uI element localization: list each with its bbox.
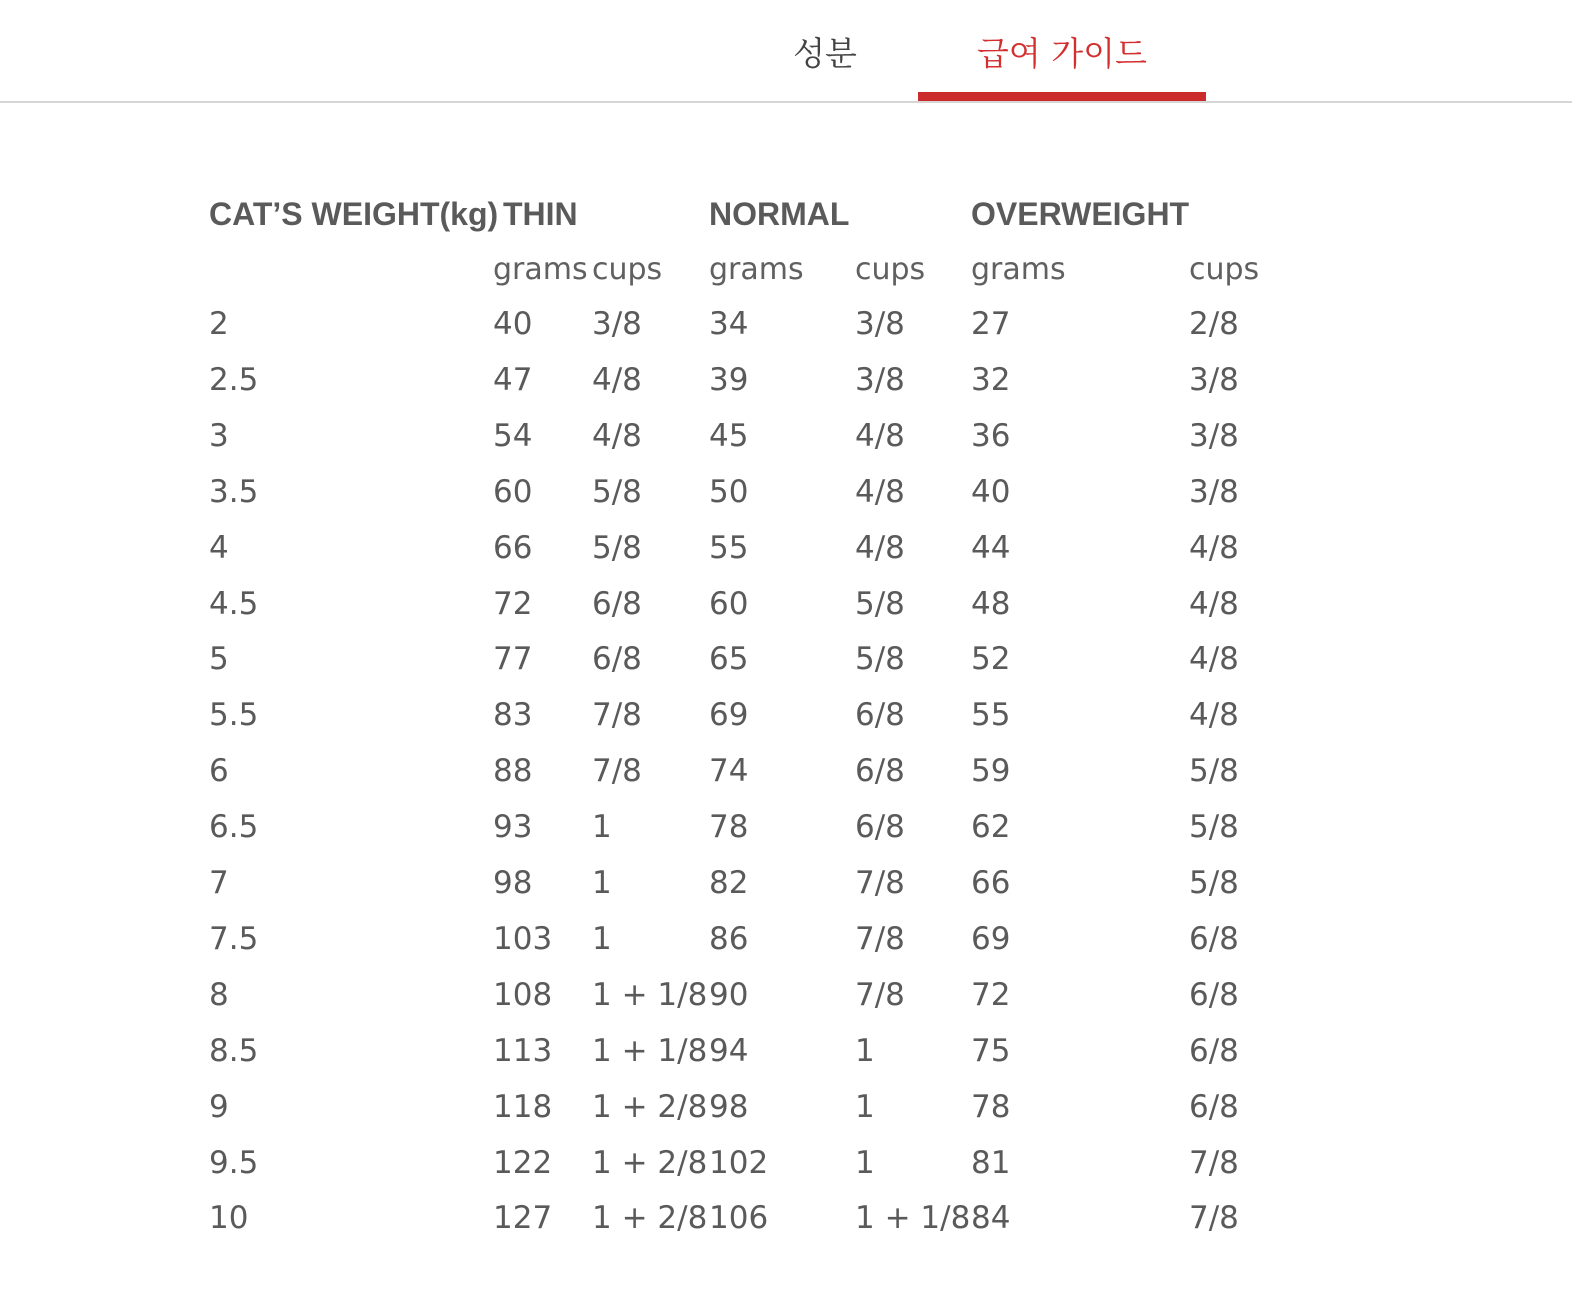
cell-weight: 7.5 (209, 921, 259, 957)
cell-thin-cups: 4/8 (592, 362, 642, 398)
cell-thin-grams: 77 (493, 641, 533, 677)
cell-overweight-grams: 32 (971, 362, 1011, 398)
cell-thin-grams: 83 (493, 697, 533, 733)
cell-thin-grams: 103 (493, 921, 553, 957)
cell-normal-cups: 6/8 (855, 697, 905, 733)
cell-thin-grams: 118 (493, 1089, 553, 1125)
tab-feeding-guide[interactable]: 급여 가이드 (977, 34, 1147, 73)
cell-thin-cups: 4/8 (592, 418, 642, 454)
cell-normal-cups: 5/8 (855, 641, 905, 677)
cell-weight: 3 (209, 418, 229, 454)
cell-thin-grams: 98 (493, 865, 533, 901)
subheader-normal-cups: cups (855, 252, 926, 287)
cell-weight: 9 (209, 1089, 229, 1125)
cell-overweight-grams: 48 (971, 586, 1011, 622)
subheader-thin-grams: grams (493, 252, 588, 287)
cell-overweight-cups: 4/8 (1189, 641, 1239, 677)
cell-normal-cups: 1 (855, 1033, 875, 1069)
cell-thin-cups: 7/8 (592, 753, 642, 789)
cell-thin-cups: 7/8 (592, 697, 642, 733)
cell-normal-cups: 3/8 (855, 306, 905, 342)
cell-overweight-cups: 3/8 (1189, 418, 1239, 454)
cell-thin-cups: 1 + 2/8 (592, 1145, 708, 1181)
cell-normal-grams: 82 (709, 865, 749, 901)
cell-overweight-grams: 55 (971, 697, 1011, 733)
cell-thin-cups: 1 + 1/8 (592, 1033, 708, 1069)
cell-weight: 3.5 (209, 474, 259, 510)
subheader-thin-cups: cups (592, 252, 663, 287)
cell-normal-grams: 50 (709, 474, 749, 510)
cell-normal-grams: 55 (709, 530, 749, 566)
cell-normal-grams: 106 (709, 1200, 769, 1236)
cell-normal-grams: 69 (709, 697, 749, 733)
cell-normal-grams: 34 (709, 306, 749, 342)
cell-overweight-grams: 44 (971, 530, 1011, 566)
cell-overweight-cups: 6/8 (1189, 1033, 1239, 1069)
cell-overweight-cups: 7/8 (1189, 1200, 1239, 1236)
header-cats-weight: CAT’S WEIGHT(kg) (209, 196, 499, 232)
cell-normal-grams: 45 (709, 418, 749, 454)
cell-overweight-cups: 4/8 (1189, 530, 1239, 566)
cell-normal-cups: 7/8 (855, 865, 905, 901)
cell-overweight-cups: 3/8 (1189, 474, 1239, 510)
cell-overweight-cups: 6/8 (1189, 921, 1239, 957)
cell-thin-cups: 6/8 (592, 586, 642, 622)
cell-thin-cups: 5/8 (592, 474, 642, 510)
cell-normal-cups: 1 + 1/8 (855, 1200, 971, 1236)
subheader-normal-grams: grams (709, 252, 804, 287)
cell-normal-grams: 39 (709, 362, 749, 398)
cell-overweight-cups: 3/8 (1189, 362, 1239, 398)
header-overweight: OVERWEIGHT (971, 196, 1190, 232)
cell-normal-cups: 6/8 (855, 809, 905, 845)
cell-weight: 4 (209, 530, 229, 566)
cell-normal-grams: 90 (709, 977, 749, 1013)
cell-overweight-cups: 6/8 (1189, 1089, 1239, 1125)
cell-thin-grams: 47 (493, 362, 533, 398)
cell-overweight-grams: 81 (971, 1145, 1011, 1181)
cell-overweight-cups: 5/8 (1189, 865, 1239, 901)
cell-normal-grams: 60 (709, 586, 749, 622)
cell-normal-cups: 7/8 (855, 921, 905, 957)
cell-thin-grams: 108 (493, 977, 553, 1013)
cell-thin-grams: 60 (493, 474, 533, 510)
cell-overweight-cups: 7/8 (1189, 1145, 1239, 1181)
cell-weight: 5 (209, 641, 229, 677)
cell-thin-cups: 1 + 1/8 (592, 977, 708, 1013)
cell-overweight-grams: 27 (971, 306, 1011, 342)
tab-ingredients[interactable]: 성분 (793, 34, 857, 73)
cell-weight: 8 (209, 977, 229, 1013)
cell-overweight-grams: 36 (971, 418, 1011, 454)
cell-weight: 5.5 (209, 697, 259, 733)
cell-thin-cups: 6/8 (592, 641, 642, 677)
cell-overweight-grams: 84 (971, 1200, 1011, 1236)
cell-overweight-cups: 5/8 (1189, 809, 1239, 845)
cell-normal-grams: 94 (709, 1033, 749, 1069)
cell-normal-cups: 3/8 (855, 362, 905, 398)
cell-normal-grams: 98 (709, 1089, 749, 1125)
cell-thin-grams: 93 (493, 809, 533, 845)
cell-normal-cups: 4/8 (855, 474, 905, 510)
cell-overweight-grams: 59 (971, 753, 1011, 789)
cell-thin-cups: 1 + 2/8 (592, 1089, 708, 1125)
cell-overweight-cups: 6/8 (1189, 977, 1239, 1013)
cell-thin-grams: 54 (493, 418, 533, 454)
cell-weight: 2.5 (209, 362, 259, 398)
cell-overweight-cups: 4/8 (1189, 697, 1239, 733)
subheader-overweight-cups: cups (1189, 252, 1260, 287)
cell-weight: 6.5 (209, 809, 259, 845)
cell-thin-grams: 127 (493, 1200, 553, 1236)
cell-thin-cups: 5/8 (592, 530, 642, 566)
cell-overweight-grams: 52 (971, 641, 1011, 677)
header-thin: THIN (503, 196, 578, 232)
cell-overweight-grams: 66 (971, 865, 1011, 901)
header-normal: NORMAL (709, 196, 850, 232)
cell-normal-cups: 4/8 (855, 418, 905, 454)
cell-normal-grams: 74 (709, 753, 749, 789)
cell-overweight-grams: 40 (971, 474, 1011, 510)
cell-normal-cups: 7/8 (855, 977, 905, 1013)
cell-thin-grams: 72 (493, 586, 533, 622)
cell-thin-cups: 1 (592, 809, 612, 845)
cell-normal-cups: 5/8 (855, 586, 905, 622)
subheader-overweight-grams: grams (971, 252, 1066, 287)
cell-overweight-cups: 5/8 (1189, 753, 1239, 789)
cell-normal-grams: 78 (709, 809, 749, 845)
cell-thin-cups: 1 (592, 865, 612, 901)
cell-thin-cups: 1 (592, 921, 612, 957)
cell-thin-cups: 3/8 (592, 306, 642, 342)
cell-thin-grams: 122 (493, 1145, 553, 1181)
cell-normal-cups: 4/8 (855, 530, 905, 566)
cell-normal-grams: 102 (709, 1145, 769, 1181)
cell-weight: 4.5 (209, 586, 259, 622)
cell-weight: 8.5 (209, 1033, 259, 1069)
cell-overweight-grams: 75 (971, 1033, 1011, 1069)
cell-normal-cups: 6/8 (855, 753, 905, 789)
cell-normal-grams: 65 (709, 641, 749, 677)
cell-normal-grams: 86 (709, 921, 749, 957)
cell-thin-grams: 88 (493, 753, 533, 789)
cell-normal-cups: 1 (855, 1145, 875, 1181)
cell-overweight-grams: 72 (971, 977, 1011, 1013)
cell-thin-cups: 1 + 2/8 (592, 1200, 708, 1236)
cell-overweight-grams: 62 (971, 809, 1011, 845)
cell-overweight-grams: 69 (971, 921, 1011, 957)
cell-thin-grams: 66 (493, 530, 533, 566)
cell-weight: 7 (209, 865, 229, 901)
cell-weight: 2 (209, 306, 229, 342)
cell-weight: 10 (209, 1200, 249, 1236)
cell-thin-grams: 113 (493, 1033, 553, 1069)
cell-overweight-cups: 2/8 (1189, 306, 1239, 342)
cell-overweight-grams: 78 (971, 1089, 1011, 1125)
cell-weight: 9.5 (209, 1145, 259, 1181)
cell-thin-grams: 40 (493, 306, 533, 342)
cell-weight: 6 (209, 753, 229, 789)
cell-overweight-cups: 4/8 (1189, 586, 1239, 622)
cell-normal-cups: 1 (855, 1089, 875, 1125)
